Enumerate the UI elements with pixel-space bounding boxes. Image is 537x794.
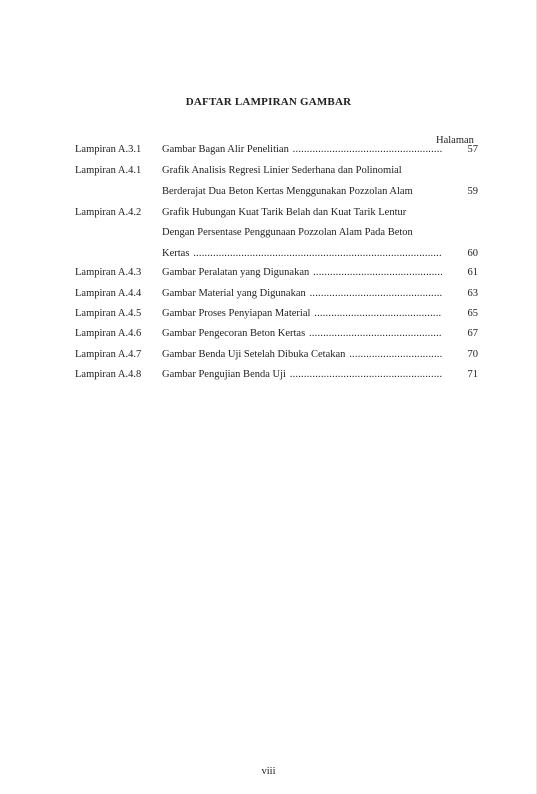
entry-code: Lampiran A.4.2 — [75, 207, 142, 218]
entry-code: Lampiran A.4.5 — [75, 308, 142, 319]
entry-page: 70 — [467, 349, 478, 360]
entry-code: Lampiran A.4.6 — [75, 328, 142, 339]
entry-page: 61 — [467, 267, 478, 278]
entry-code: Lampiran A.4.1 — [75, 165, 142, 176]
halaman-column-header: Halaman — [436, 135, 474, 146]
entry-title: Gambar Material yang Digunakan ..... — [162, 287, 442, 301]
entry-page: 60 — [467, 248, 478, 259]
entry-page: 63 — [467, 288, 478, 299]
entry-code: Lampiran A.4.8 — [75, 369, 142, 380]
entry-title: Gambar Pengecoran Beton Kertas ..... — [162, 327, 442, 341]
entry-code: Lampiran A.4.7 — [75, 349, 142, 360]
entry-title-line: Dengan Persentase Penggunaan Pozzolan Alam Pada Beton — [162, 227, 413, 238]
entry-title: Gambar Pengujian Benda Uji ..... — [162, 368, 442, 382]
entry-code: Lampiran A.3.1 — [75, 144, 142, 155]
entry-title-line: Berderajat Dua Beton Kertas Menggunakan Pozzolan Alam — [162, 186, 413, 197]
entry-page: 67 — [467, 328, 478, 339]
page-title: DAFTAR LAMPIRAN GAMBAR — [185, 96, 352, 108]
entry-code: Lampiran A.4.4 — [75, 288, 142, 299]
entry-code: Lampiran A.4.3 — [75, 267, 142, 278]
page-number: viii — [261, 766, 276, 777]
entry-page: 71 — [467, 369, 478, 380]
entry-page: 65 — [467, 308, 478, 319]
entry-title: Gambar Proses Penyiapan Material ..... — [162, 307, 442, 321]
entry-title: Gambar Peralatan yang Digunakan ..... — [162, 266, 442, 280]
entry-page: 59 — [467, 186, 478, 197]
entry-title: Grafik Analisis Regresi Linier Sederhana dan Polinomial — [162, 165, 402, 176]
entry-title-line: Kertas ..... — [162, 247, 442, 261]
entry-title: Grafik Hubungan Kuat Tarik Belah dan Kuat Tarik Lentur — [162, 207, 407, 218]
entry-title: Gambar Bagan Alir Penelitian ..... — [162, 143, 442, 157]
entry-page: 57 — [467, 144, 478, 155]
entry-title: Gambar Benda Uji Setelah Dibuka Cetakan ..... — [162, 348, 442, 362]
